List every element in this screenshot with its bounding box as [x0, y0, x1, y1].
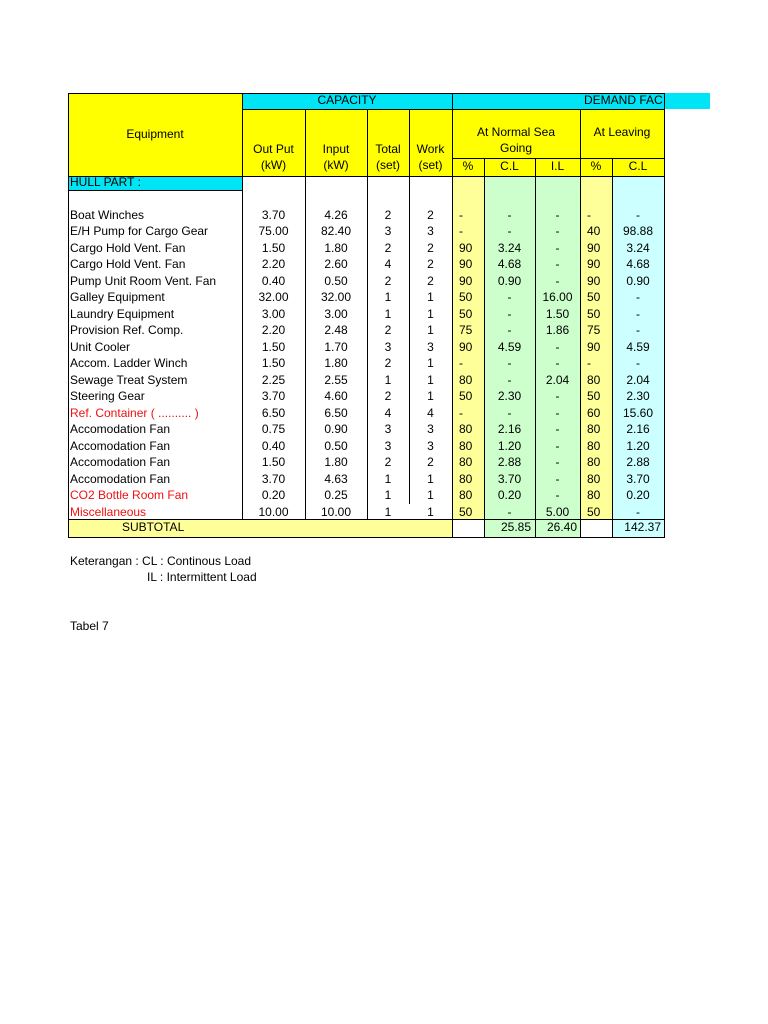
- cell-cl2: 15.60: [622, 405, 654, 420]
- cell-p1: 50: [459, 306, 473, 321]
- cell-work: 3: [427, 422, 434, 436]
- cell-p2: 60: [587, 405, 601, 420]
- cell-p2: 80: [587, 422, 601, 436]
- cell-p2: 80: [587, 372, 601, 387]
- cell-inp: 1.80: [324, 240, 348, 255]
- cell-cl1: 4.59: [497, 339, 522, 354]
- equipment-name: Unit Cooler: [70, 339, 131, 354]
- cell-p1: 80: [459, 438, 473, 453]
- leaving-header: At Leaving: [593, 125, 651, 139]
- equipment-name: Galley Equipment: [70, 290, 165, 304]
- cell-work: 1: [427, 488, 434, 502]
- equipment-name: Cargo Hold Vent. Fan: [70, 257, 186, 271]
- cell-inp: 0.50: [324, 438, 348, 453]
- cell-inp: 3.00: [324, 306, 348, 321]
- equipment-name: Accomodation Fan: [70, 438, 171, 453]
- equipment-name: Laundry Equipment: [70, 306, 175, 321]
- cell-tot: 2: [384, 389, 392, 403]
- subtotal-normal-cl: 25.85: [500, 520, 531, 534]
- cell-inp: 4.26: [324, 207, 348, 222]
- demand-factor-label: DEMAND FAC: [584, 93, 663, 107]
- cell-il1: 1.86: [545, 323, 570, 337]
- cell-tot: 2: [384, 455, 392, 469]
- cell-tot: 1: [384, 504, 392, 519]
- cell-work: 1: [427, 356, 434, 370]
- cell-inp: 0.25: [324, 488, 348, 502]
- work-unit: (set): [418, 158, 443, 172]
- cell-p1: 50: [459, 389, 473, 403]
- cell-il1: -: [555, 273, 560, 288]
- cell-out: 2.20: [261, 257, 286, 271]
- cell-p2: -: [587, 356, 591, 370]
- cell-inp: 0.90: [324, 422, 348, 436]
- cell-tot: 3: [384, 339, 392, 354]
- cell-il1: -: [555, 488, 560, 502]
- cell-p1: -: [459, 356, 463, 370]
- cell-cl1: -: [507, 224, 512, 238]
- cell-p1: -: [459, 405, 463, 420]
- cell-work: 1: [427, 471, 434, 486]
- cell-cl1: 2.16: [497, 422, 522, 436]
- cell-p2: 75: [587, 323, 601, 337]
- cell-work: 2: [427, 257, 434, 271]
- cell-cl2: -: [636, 290, 640, 304]
- equipment-name: Miscellaneous: [70, 504, 147, 519]
- cl-normal-header: C.L: [500, 159, 519, 173]
- equipment-name: Boat Winches: [70, 207, 145, 222]
- input-unit: (kW): [323, 158, 349, 172]
- cell-tot: 1: [384, 471, 392, 486]
- subtotal-leaving-cl: 142.37: [624, 520, 661, 534]
- cell-cl2: 0.90: [626, 273, 650, 288]
- cell-p2: 80: [587, 488, 601, 502]
- cell-out: 0.40: [261, 273, 286, 288]
- cell-p1: 50: [459, 504, 473, 519]
- cell-inp: 4.63: [324, 471, 348, 486]
- cell-cl1: 0.90: [497, 273, 522, 288]
- cl-leaving-header: C.L: [628, 159, 648, 173]
- cell-il1: -: [555, 207, 560, 222]
- input-header: Input: [322, 142, 350, 156]
- cell-il1: -: [555, 438, 560, 453]
- cell-cl2: -: [636, 207, 640, 222]
- cell-work: 3: [427, 224, 434, 238]
- cell-tot: 1: [384, 488, 392, 502]
- cell-p2: 90: [587, 257, 601, 271]
- equipment-name: CO2 Bottle Room Fan: [70, 488, 189, 502]
- cell-work: 3: [427, 438, 434, 453]
- cell-out: 1.50: [261, 356, 286, 370]
- cell-cl1: -: [507, 323, 512, 337]
- cell-out: 2.20: [261, 323, 286, 337]
- cell-p1: 90: [459, 339, 473, 354]
- cell-out: 1.50: [261, 339, 286, 354]
- cell-cl2: 2.04: [626, 372, 650, 387]
- cell-cl2: 1.20: [626, 438, 650, 453]
- cell-cl1: -: [507, 504, 512, 519]
- normal-sea-header-2: Going: [499, 141, 533, 155]
- equipment-header: Equipment: [126, 127, 184, 141]
- cell-tot: 3: [384, 422, 392, 436]
- cell-p1: 50: [459, 290, 473, 304]
- cell-inp: 1.80: [324, 356, 348, 370]
- output-unit: (kW): [260, 158, 287, 172]
- cell-p1: 90: [459, 257, 473, 271]
- cell-tot: 2: [384, 207, 392, 222]
- cell-inp: 2.48: [324, 323, 348, 337]
- total-header: Total: [375, 142, 401, 156]
- cell-cl1: 3.24: [497, 240, 522, 255]
- cell-il1: -: [555, 356, 560, 370]
- cell-inp: 2.60: [324, 257, 348, 271]
- cell-out: 6.50: [261, 405, 286, 420]
- cell-work: 4: [427, 405, 434, 420]
- cell-p1: 90: [459, 240, 473, 255]
- cell-cl2: -: [636, 504, 640, 519]
- cell-p1: 80: [459, 372, 473, 387]
- line-capacity-bottom: [242, 109, 452, 110]
- cell-cl1: -: [507, 306, 512, 321]
- cell-inp: 32.00: [320, 290, 352, 304]
- cell-work: 1: [427, 372, 434, 387]
- pct-normal-header: %: [462, 159, 474, 173]
- cell-tot: 2: [384, 273, 392, 288]
- cell-cl1: -: [507, 290, 512, 304]
- cell-cl2: -: [636, 323, 640, 337]
- cell-out: 0.40: [261, 438, 286, 453]
- cell-cl1: 2.88: [497, 455, 522, 469]
- cell-work: 3: [427, 339, 434, 354]
- capacity-label: CAPACITY: [317, 93, 377, 107]
- cell-p1: 80: [459, 455, 473, 469]
- cell-p2: 80: [587, 438, 601, 453]
- equipment-name: Accom. Ladder Winch: [70, 356, 188, 370]
- cell-p1: -: [459, 224, 463, 238]
- cell-work: 1: [427, 306, 434, 321]
- cell-p2: 90: [587, 240, 601, 255]
- cell-cl2: 98.88: [622, 224, 654, 238]
- cell-p2: 50: [587, 306, 601, 321]
- cell-p1: 80: [459, 488, 473, 502]
- cell-il1: -: [555, 257, 560, 271]
- cell-p1: 75: [459, 323, 473, 337]
- cell-work: 1: [427, 323, 434, 337]
- cell-il1: -: [555, 224, 560, 238]
- cell-out: 1.50: [261, 455, 286, 469]
- cell-cl2: 3.70: [626, 471, 650, 486]
- cell-p2: 80: [587, 471, 601, 486]
- cell-work: 1: [427, 290, 434, 304]
- equipment-name: Accomodation Fan: [70, 455, 171, 469]
- cell-tot: 2: [384, 323, 392, 337]
- section-label: HULL PART :: [70, 175, 141, 189]
- cell-inp: 1.80: [324, 455, 348, 469]
- line-header-bottom: [68, 176, 664, 177]
- subtotal-normal-il: 26.40: [546, 520, 577, 534]
- cell-inp: 4.60: [324, 389, 348, 403]
- cell-p1: -: [459, 207, 463, 222]
- line-demand-bottom: [452, 109, 664, 110]
- cell-il1: 2.04: [545, 372, 570, 387]
- cell-inp: 2.55: [324, 372, 348, 387]
- cell-cl2: -: [636, 306, 640, 321]
- cell-cl2: 4.68: [626, 257, 650, 271]
- table-caption: Tabel 7: [70, 619, 109, 633]
- cell-p2: 80: [587, 455, 601, 469]
- equipment-name: Provision Ref. Comp.: [70, 323, 184, 337]
- notes-line-1: Keterangan : CL : Continous Load: [70, 554, 252, 568]
- cell-tot: 3: [384, 224, 392, 238]
- equipment-name: Cargo Hold Vent. Fan: [70, 240, 186, 255]
- work-header: Work: [416, 142, 445, 156]
- cell-p2: 50: [587, 389, 601, 403]
- cell-out: 2.25: [261, 372, 286, 387]
- total-unit: (set): [376, 158, 400, 172]
- equipment-name: Pump Unit Room Vent. Fan: [70, 273, 217, 288]
- cell-work: 2: [427, 240, 434, 255]
- cell-p2: -: [587, 207, 591, 222]
- cell-cl2: 3.24: [626, 240, 650, 255]
- cell-il1: -: [555, 405, 560, 420]
- cell-il1: -: [555, 240, 560, 255]
- cell-work: 2: [427, 273, 434, 288]
- cell-work: 2: [427, 455, 434, 469]
- cell-p2: 50: [587, 504, 601, 519]
- cell-out: 75.00: [258, 224, 289, 238]
- cell-work: 1: [427, 389, 434, 403]
- cell-out: 0.20: [261, 488, 286, 502]
- cell-p2: 40: [587, 224, 601, 238]
- cell-cl1: 4.68: [497, 257, 522, 271]
- cell-il1: -: [555, 422, 560, 436]
- cell-cl2: 0.20: [626, 488, 650, 502]
- cell-il1: 1.50: [545, 306, 570, 321]
- equipment-name: Sewage Treat System: [70, 372, 188, 387]
- cell-cl2: 2.30: [626, 389, 650, 403]
- equipment-name: Steering Gear: [70, 389, 145, 403]
- cell-out: 10.00: [258, 504, 289, 519]
- cell-cl1: 1.20: [497, 438, 522, 453]
- cell-out: 0.75: [261, 422, 286, 436]
- cell-p1: 90: [459, 273, 473, 288]
- cell-out: 32.00: [258, 290, 289, 304]
- cell-p1: 80: [459, 471, 473, 486]
- cell-inp: 10.00: [320, 504, 352, 519]
- cell-work: 2: [427, 207, 434, 222]
- cell-cl2: 2.16: [626, 422, 650, 436]
- equipment-name: E/H Pump for Cargo Gear: [70, 224, 209, 238]
- cell-out: 3.70: [261, 471, 286, 486]
- cell-cl1: -: [507, 405, 512, 420]
- pct-leaving-header: %: [590, 159, 602, 173]
- notes-line-2: IL : Intermittent Load: [147, 570, 257, 584]
- cell-il1: -: [555, 455, 560, 469]
- cell-p1: 80: [459, 422, 473, 436]
- cell-inp: 0.50: [324, 273, 348, 288]
- cell-tot: 1: [384, 372, 392, 387]
- cell-tot: 4: [384, 257, 392, 271]
- cell-cl1: 0.20: [497, 488, 522, 502]
- cell-cl1: -: [507, 356, 512, 370]
- cell-tot: 1: [384, 290, 392, 304]
- equipment-name: Accomodation Fan: [70, 422, 171, 436]
- cell-tot: 2: [384, 356, 392, 370]
- cell-out: 3.70: [261, 207, 286, 222]
- cell-cl1: 2.30: [497, 389, 522, 403]
- normal-sea-header: At Normal Sea: [476, 125, 556, 139]
- cell-p2: 90: [587, 273, 601, 288]
- cell-tot: 1: [384, 306, 392, 321]
- il-normal-header: I.L: [550, 159, 565, 173]
- cell-work: 1: [427, 504, 434, 519]
- cell-il1: 5.00: [545, 504, 570, 519]
- cell-cl2: -: [636, 356, 640, 370]
- cell-il1: -: [555, 389, 560, 403]
- cell-tot: 4: [384, 405, 392, 420]
- cell-cl1: -: [507, 207, 512, 222]
- cell-inp: 1.70: [324, 339, 348, 354]
- cell-inp: 82.40: [320, 224, 352, 238]
- equipment-name: Ref. Container ( .......... ): [70, 405, 199, 420]
- cell-cl1: -: [507, 372, 512, 387]
- cell-p2: 50: [587, 290, 601, 304]
- cell-cl2: 4.59: [626, 339, 650, 354]
- cell-out: 3.00: [261, 306, 286, 321]
- cell-p2: 90: [587, 339, 601, 354]
- cell-il1: -: [555, 339, 560, 354]
- cell-cl2: 2.88: [626, 455, 650, 469]
- cell-tot: 2: [384, 240, 392, 255]
- cell-out: 1.50: [261, 240, 286, 255]
- cell-il1: 16.00: [542, 290, 573, 304]
- output-header: Out Put: [253, 142, 294, 156]
- cell-out: 3.70: [261, 389, 286, 403]
- cell-cl1: 3.70: [497, 471, 522, 486]
- equipment-name: Accomodation Fan: [70, 471, 171, 486]
- cell-il1: -: [555, 471, 560, 486]
- subtotal-label: SUBTOTAL: [122, 520, 185, 534]
- cell-inp: 6.50: [324, 405, 348, 420]
- cell-tot: 3: [384, 438, 392, 453]
